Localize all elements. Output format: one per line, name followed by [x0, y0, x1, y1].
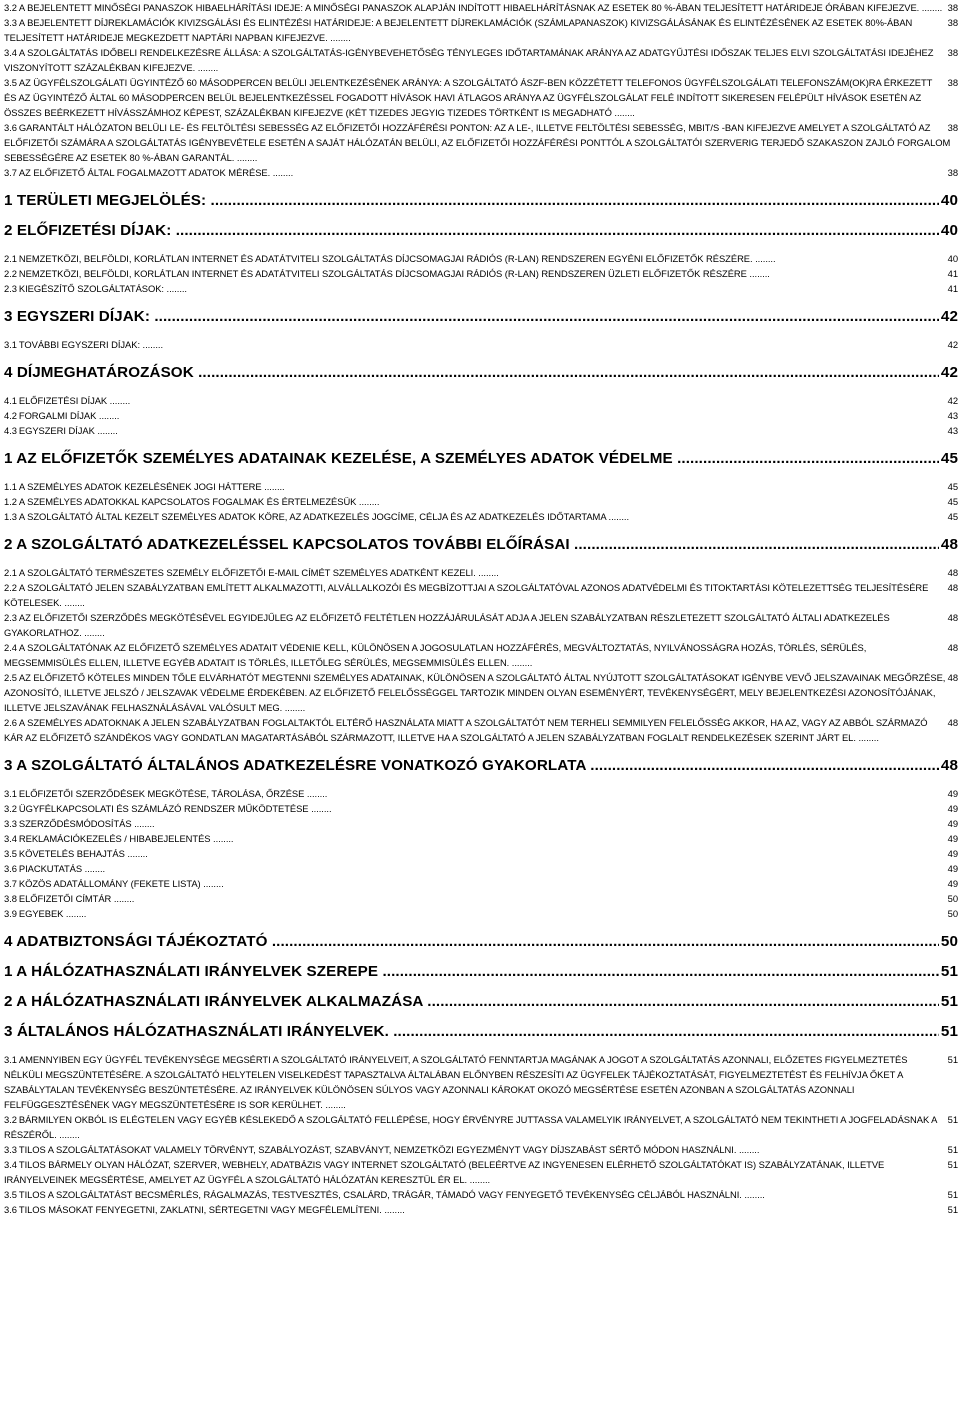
toc-heading-text: 1 TERÜLETI MEGJELÖLÉS: ..... — [4, 192, 939, 209]
toc-page-number: 51 — [940, 963, 958, 980]
toc-subentry[interactable]: 49 3.1 ELŐFIZETŐI SZERZŐDÉSEK MEGKÖTÉSE, TÁROLÁSA, ŐRZÉSE ........ — [4, 788, 958, 799]
toc-leader — [4, 535, 939, 554]
toc-subentry-text: AZ ÜGYFÉLSZOLGÁLATI ÜGYINTÉZŐ 60 MÁSODPERCEN BELÜLI JELENTKEZÉSÉNEK ARÁNYA: A SZOLGÁLTATÓ ÁSZF-BEN KÖZZÉTETT TELEFONOS ÜGYFÉLSZOLGÁLATI TELEFONSZÁM(OK)RA ÉRKEZETT ÉS AZ ÜGYINTÉZŐ ÁLTAL 60 MÁSODPERCEN BELÜL BEJELENTKEZÉSSEL FOGADOTT HÍVÁSOK HAVI ÁTLAGOS ARÁNYA AZ ÜGYFÉLSZOLGÁLAT FELÉ INDÍTOTT SIKERESEN FELÉPÜLT HÍVÁSOK ESETÉN AZ ÖSSZES BEÉRKEZETT HÍVÁSSZÁMHOZ KÉPEST, SZÁZALÉKBAN KIFEJEZVE (KÉT TIZEDES JEGYIG TIZEDES TÖRTKÉNT IS MEGADHATÓ — [4, 77, 933, 118]
toc-page-number: 45 — [947, 496, 958, 507]
toc-leader — [4, 221, 939, 240]
toc-section-number: 2.6 — [4, 717, 17, 728]
toc-section-number: 3.5 — [4, 848, 17, 859]
toc-subentry-text: ELŐFIZETÉSI DÍJAK — [18, 395, 108, 406]
toc-page-number: 50 — [947, 893, 958, 904]
toc-subentry-text: A BEJELENTETT MINŐSÉGI PANASZOK HIBAELHÁRÍTÁSI IDEJE: A MINŐSÉGI PANASZOK ALAPJÁN INDÍTOTT HIBAELHÁRÍTÁSNAK AZ ESETEK 80 %-ÁBAN TELJESÍTETT HATÁRIDEJE ÓRÁBAN KIFEJEZVE. — [18, 2, 920, 13]
toc-page-number: 42 — [947, 395, 958, 406]
toc-page-number: 43 — [947, 410, 958, 421]
toc-heading-text: 1 AZ ELŐFIZETŐK SZEMÉLYES ADATAINAK KEZELÉSE, A SZEMÉLYES ADATOK VÉDELME ..... — [4, 450, 939, 467]
toc-page-number: 48 — [947, 672, 958, 683]
toc-page-number: 38 — [947, 47, 958, 58]
toc-subentry[interactable]: 48 2.6 A SZEMÉLYES ADATOKNAK A JELEN SZABÁLYZATBAN FOGLALTAKTÓL ELTÉRŐ HASZNÁLATA MIATT A SZOLGÁLTATÓT NEM TERHELI SEMMILYEN FELELŐSSÉG AKKOR, HA AZ, VAGY AZ ABBÓL SZÁRMAZÓ KÁR AZ ELŐFIZETŐ SZÁNDÉKOS VAGY GONDATLAN MAGATARTÁSÁBÓL SZÁRMAZOTT, ILLETVE HA A SZOLGÁLTATÓ A JELEN SZABÁLYZATBAN FOGLALT RENDELKEZÉSEK SZERINT JÁRT EL. ........ — [4, 717, 958, 743]
toc-page-number: 51 — [940, 1023, 958, 1040]
toc-page-number: 49 — [947, 788, 958, 799]
toc-leader — [4, 992, 939, 1011]
toc-page-number: 41 — [947, 268, 958, 279]
toc-page-number: 51 — [947, 1189, 958, 1200]
toc-subentry[interactable]: 41 2.3 KIEGÉSZÍTŐ SZOLGÁLTATÁSOK: ........ — [4, 283, 958, 294]
toc-section-number: 3.6 — [4, 122, 17, 133]
toc-heading[interactable] — [4, 363, 958, 382]
toc-subentry-text: TILOS MÁSOKAT FENYEGETNI, ZAKLATNI, SÉRTEGETNI VAGY MEGFÉLEMLÍTENI. — [18, 1204, 382, 1215]
toc-heading[interactable] — [4, 221, 958, 240]
toc-page-number: 48 — [940, 757, 958, 774]
toc-page-number: 49 — [947, 863, 958, 874]
toc-page-number: 48 — [947, 612, 958, 623]
toc-heading[interactable] — [4, 992, 958, 1011]
toc-subentry-text: EGYEBEK — [18, 908, 64, 919]
toc-subentry-text: A SZOLGÁLTATÓ JELEN SZABÁLYZATBAN EMLÍTETT ALKALMAZOTTI, ALVÁLLALKOZÓI ÉS MEGBÍZOTTJAI A SZOLGÁLTATÓVAL AZONOS ADATVÉDELMI ÉS TITOKTARTÁSI KÖTELEZETTSÉG TELJESÍTÉSÉRE KÖTELESEK. — [4, 582, 929, 608]
toc-page-number: 48 — [947, 642, 958, 653]
toc-subentry[interactable]: 38 3.6 GARANTÁLT HÁLÓZATON BELÜLI LE- ÉS FELTÖLTÉSI SEBESSÉG AZ ELŐFIZETŐI HOZZÁFÉRÉSI PONTON: AZ A LE-, ILLETVE FELTÖLTÉSI SEBESSÉG, MBIT/S -BAN KIFEJEZVE AMELYET A SZOLGÁLTATÓ AZ ELŐFIZETŐI SZÁMÁRA A SZOLGÁLTATÁS IGÉNYBEVÉTELE ESETÉN A SAJÁT HÁLÓZATÁN BELÜLI, AZ ELŐFIZETŐI HOZZÁFÉRÉSI PONTTÓL A SZOLGÁLTATÓI SZERVERIG TERJEDŐ SZAKASZON ZAJLÓ FORGALOM SEBESSÉGÉRE AZ ESETEK 80 %-ÁBAN GARANTÁL. ........ — [4, 122, 958, 163]
toc-subentry-text: A SZEMÉLYES ADATOK KEZELÉSÉNEK JOGI HÁTTERE — [18, 481, 262, 492]
toc-subentry[interactable]: 50 3.8 ELŐFIZETŐI CÍMTÁR ........ — [4, 893, 958, 904]
toc-subentry[interactable]: 48 2.5 AZ ELŐFIZETŐ KÖTELES MINDEN TŐLE ELVÁRHATÓT MEGTENNI SZEMÉLYES ADATAINAK, KÜLÖNÖSEN A SZOLGÁLTATÓ ÁLTAL NYÚJTOTT SZOLGÁLTATÁSOKAT IGÉNYBE VEVŐ JELSZAVAINAK MEGŐRZÉSE, AZONOSÍTÓ, ILLETVE JELSZÓ / JELSZAVAK VÉDELME ÉRDEKÉBEN. AZ ELŐFIZETŐ FELELŐSSÉGGEL TARTOZIK MINDEN OLYAN ESEMÉNYÉRT, TEVÉKENYSÉGÉRT, MELY BEJELENTKEZÉSI AZONOSÍTÓJÁNAK, ILLETVE JELSZAVÁNAK FELHASZNÁLÁSÁVAL VALÓSULT MEG. ........ — [4, 672, 958, 713]
toc-section-number: 3.2 — [4, 803, 17, 814]
toc-subentry[interactable]: 49 3.3 SZERZŐDÉSMÓDOSÍTÁS ........ — [4, 818, 958, 829]
toc-section-number: 3.7 — [4, 878, 17, 889]
toc-page-number: 48 — [947, 717, 958, 728]
toc-page-number: 48 — [947, 582, 958, 593]
toc-subentry[interactable]: 51 3.5 TILOS A SZOLGÁLTATÁST BECSMÉRLÉS, RÁGALMAZÁS, TESTVESZTÉS, CSALÁRD, TRÁGÁR, TÁMADÓ VAGY FENYEGETŐ TEVÉKENYSÉG CÉLJÁBÓL HASZNÁLNI. ........ — [4, 1189, 958, 1200]
toc-leader — [4, 191, 939, 210]
toc-subentry-text: AZ ELŐFIZETŐ ÁLTAL FOGALMAZOTT ADATOK MÉRÉSE. — [18, 167, 271, 178]
toc-section-number: 3.3 — [4, 1144, 17, 1155]
toc-page-number: 45 — [940, 450, 958, 467]
toc-subentry[interactable]: 38 3.3 A BEJELENTETT DÍJREKLAMÁCIÓK KIVIZSGÁLÁSI ÉS ELINTÉZÉSI HATÁRIDEJE: A BEJELENTETT DÍJREKLAMÁCIÓK (SZÁMLAPANASZOK) KIVIZSGÁLÁSÁNAK ÉS ELINTÉZÉSÉNEK AZ ESETEK 80%-ÁBAN TELJESÍTETT HATÁRIDEJE MEGKEZDETT NAPTÁRI NAPBAN KIFEJEZVE. ........ — [4, 17, 958, 43]
toc-heading[interactable] — [4, 307, 958, 326]
toc-heading-text: 3 EGYSZERI DÍJAK: ..... — [4, 308, 939, 325]
toc-heading[interactable] — [4, 962, 958, 981]
toc-heading[interactable] — [4, 932, 958, 951]
toc-subentry-text: GARANTÁLT HÁLÓZATON BELÜLI LE- ÉS FELTÖLTÉSI SEBESSÉG AZ ELŐFIZETŐI HOZZÁFÉRÉSI PONTON: AZ A LE-, ILLETVE FELTÖLTÉSI SEBESSÉG, MBIT/S -BAN KIFEJEZVE AMELYET A SZOLGÁLTATÓ AZ ELŐFIZETŐI SZÁMÁRA A SZOLGÁLTATÁS IGÉNYBEVÉTELE ESETÉN A SAJÁT HÁLÓZATÁN BELÜLI, AZ ELŐFIZETŐI HOZZÁFÉRÉSI PONTTÓL A SZOLGÁLTATÓI SZERVERIG TERJEDŐ SZAKASZON ZAJLÓ FORGALOM SEBESSÉGÉRE AZ ESETEK 80 %-ÁBAN GARANTÁL. — [4, 122, 951, 163]
toc-subentry-text: AZ ELŐFIZETŐ KÖTELES MINDEN TŐLE ELVÁRHATÓT MEGTENNI SZEMÉLYES ADATAINAK, KÜLÖNÖSEN A SZOLGÁLTATÓ ÁLTAL NYÚJTOTT SZOLGÁLTATÁSOKAT IGÉNYBE VEVŐ JELSZAVAINAK MEGŐRZÉSE, AZONOSÍTÓ, ILLETVE JELSZÓ / JELSZAVAK VÉDELME ÉRDEKÉBEN. AZ ELŐFIZETŐ FELELŐSSÉGGEL TARTOZIK MINDEN OLYAN ESEMÉNYÉRT, TEVÉKENYSÉGÉRT, MELY BEJELENTKEZÉSI AZONOSÍTÓJÁNAK, ILLETVE JELSZAVÁNAK FELHASZNÁLÁSÁVAL VALÓSULT MEG. — [4, 672, 946, 713]
toc-subentry-text: SZERZŐDÉSMÓDOSÍTÁS — [18, 818, 132, 829]
toc-subentry-text: ÜGYFÉLKAPCSOLATI ÉS SZÁMLÁZÓ RENDSZER MŰKÖDTETÉSE — [18, 803, 309, 814]
toc-page-number: 50 — [940, 933, 958, 950]
toc-page-number: 43 — [947, 425, 958, 436]
toc-section-number: 3.6 — [4, 863, 17, 874]
toc-subentry-text: KIEGÉSZÍTŐ SZOLGÁLTATÁSOK: — [18, 283, 164, 294]
toc-subentry[interactable]: 43 4.2 FORGALMI DÍJAK ........ — [4, 410, 958, 421]
toc-subentry-text: TILOS A SZOLGÁLTATÁSOKAT VALAMELY TÖRVÉNYT, SZABÁLYOZÁST, SZABVÁNYT, NEMZETKÖZI EGYEZMÉNYT VAGY DÍJSZABÁST SÉRTŐ MÓDON HASZNÁLNI. — [18, 1144, 737, 1155]
toc-page-number: 48 — [940, 536, 958, 553]
toc-subentry[interactable]: 42 3.1 TOVÁBBI EGYSZERI DÍJAK: ........ — [4, 339, 958, 350]
toc-section-number: 4.1 — [4, 395, 17, 406]
toc-section-number: 2.2 — [4, 268, 17, 279]
toc-page-number: 38 — [947, 77, 958, 88]
toc-heading-text: 2 A HÁLÓZATHASZNÁLATI IRÁNYELVEK ALKALMAZÁSA ..... — [4, 993, 939, 1010]
toc-heading[interactable] — [4, 1022, 958, 1041]
toc-subentry-text: A SZEMÉLYES ADATOKNAK A JELEN SZABÁLYZATBAN FOGLALTAKTÓL ELTÉRŐ HASZNÁLATA MIATT A SZOLGÁLTATÓT NEM TERHELI SEMMILYEN FELELŐSSÉG AKKOR, HA AZ, VAGY AZ ABBÓL SZÁRMAZÓ KÁR AZ ELŐFIZETŐ SZÁNDÉKOS VAGY GONDATLAN MAGATARTÁSÁBÓL SZÁRMAZOTT, ILLETVE HA A SZOLGÁLTATÓ A JELEN SZABÁLYZATBAN FOGLALT RENDELKEZÉSEK SZERINT JÁRT EL. — [4, 717, 928, 743]
toc-leader — [4, 932, 939, 951]
toc-page-number: 51 — [947, 1054, 958, 1065]
toc-subentry[interactable]: 48 2.3 AZ ELŐFIZETŐI SZERZŐDÉS MEGKÖTÉSÉVEL EGYIDEJŰLEG AZ ELŐFIZETŐ FELTÉTLEN HOZZÁJÁRULÁSÁT ADJA A JELEN SZABÁLYZATBAN RÉSZLETEZETT SZOLGÁLTATÓ ÁLTALI ADATKEZELÉS GYAKORLATHOZ. ........ — [4, 612, 958, 638]
toc-heading-text: 3 A SZOLGÁLTATÓ ÁLTALÁNOS ADATKEZELÉSRE VONATKOZÓ GYAKORLATA ..... — [4, 757, 939, 774]
toc-section-number: 3.7 — [4, 167, 17, 178]
toc-subentry-text: REKLAMÁCIÓKEZELÉS / HIBABEJELENTÉS — [18, 833, 211, 844]
toc-page-number: 38 — [947, 2, 958, 13]
toc-page-number: 51 — [947, 1114, 958, 1125]
toc-section-number: 2.2 — [4, 582, 17, 593]
toc-subentry[interactable]: 51 3.2 BÁRMILYEN OKBÓL IS ELÉGTELEN VAGY EGYÉB KÉSLEKEDŐ A SZOLGÁLTATÓ FELLÉPÉSE, HOGY ÉRVÉNYRE JUTTASSA VALAMELYIK IRÁNYELVET, A SZOLGÁLTATÓ NEM TEKINTHETI A JOGFELADÁSNAK A RÉSZÉRŐL. ........ — [4, 1114, 958, 1140]
toc-subentry-text: A SZOLGÁLTATÓ ÁLTAL KEZELT SZEMÉLYES ADATOK KÖRE, AZ ADATKEZELÉS JOGCÍME, CÉLJA ÉS AZ ADATKEZELÉS IDŐTARTAMA — [18, 511, 606, 522]
toc-subentry[interactable]: 38 3.5 AZ ÜGYFÉLSZOLGÁLATI ÜGYINTÉZŐ 60 MÁSODPERCEN BELÜLI JELENTKEZÉSÉNEK ARÁNYA: A SZOLGÁLTATÓ ÁSZF-BEN KÖZZÉTETT TELEFONOS ÜGYFÉLSZOLGÁLATI TELEFONSZÁM(OK)RA ÉRKEZETT ÉS AZ ÜGYINTÉZŐ ÁLTAL 60 MÁSODPERCEN BELÜL BEJELENTKEZÉSSEL FOGADOTT HÍVÁSOK HAVI ÁTLAGOS ARÁNYA AZ ÜGYFÉLSZOLGÁLAT FELÉ INDÍTOTT SIKERESEN FELÉPÜLT HÍVÁSOK ESETÉN AZ ÖSSZES BEÉRKEZETT HÍVÁSSZÁMHOZ KÉPEST, SZÁZALÉKBAN KIFEJEZVE (KÉT TIZEDES JEGYIG TIZEDES TÖRTKÉNT IS MEGADHATÓ ........ — [4, 77, 958, 118]
toc-heading[interactable] — [4, 535, 958, 554]
toc-section-number: 3.6 — [4, 1204, 17, 1215]
toc-section-number: 3.4 — [4, 833, 17, 844]
toc-section-number: 3.1 — [4, 339, 17, 350]
toc-page-number: 38 — [947, 122, 958, 133]
toc-section-number: 2.3 — [4, 612, 17, 623]
toc-section-number: 3.5 — [4, 77, 17, 88]
toc-subentry-text: FORGALMI DÍJAK — [18, 410, 97, 421]
toc-subentry-text: A SZOLGÁLTATÓ TERMÉSZETES SZEMÉLY ELŐFIZETŐI E-MAIL CÍMÉT SZEMÉLYES ADATKÉNT KEZELI. — [18, 567, 476, 578]
toc-heading[interactable] — [4, 756, 958, 775]
toc-subentry-text: AMENNYIBEN EGY ÜGYFÉL TEVÉKENYSÉGE MEGSÉRTI A SZOLGÁLTATÓ IRÁNYELVEIT, A SZOLGÁLTATÓ FENNTARTJA MAGÁNAK A JOGOT A SZOLGÁLTATÁS AZONNALI, ELŐZETES FIGYELMEZTETÉS NÉLKÜLI MEGSZÜNTETÉSÉRE. A SZOLGÁLTATÓ HELYTELEN VISELKEDÉST TAPASZTALVA ÁLTALÁBAN ELŐNYBEN RÉSZESÍTI AZ ÜGYFELEK TÁJÉKOZTATÁSÁT, FIGYELMEZTETÉST ÉS FELHÍVJA ŐKET A SZABÁLYTALAN TEVÉKENYSÉG BESZÜNTETÉSÉRE. AZ IRÁNYELVEK KÜLÖNÖSEN SÚLYOS VAGY AZONNALI KÁROKAT OKOZÓ MEGSÉRTÉSE ESETÉN AZONBAN A SZOLGÁLTATÁS AZONNALI FELFÜGGESZTÉSÉNEK VAGY MEGSZÜNTETÉSÉRE IS SOR KERÜLHET. — [4, 1054, 908, 1110]
toc-leader — [4, 1022, 939, 1041]
toc-page-number: 40 — [940, 222, 958, 239]
toc-heading-text: 2 ELŐFIZETÉSI DÍJAK: ..... — [4, 222, 939, 239]
toc-page-number: 49 — [947, 833, 958, 844]
toc-subentry[interactable]: 45 1.2 A SZEMÉLYES ADATOKKAL KAPCSOLATOS FOGALMAK ÉS ÉRTELMEZÉSÜK ........ — [4, 496, 958, 507]
toc-page-number: 38 — [947, 17, 958, 28]
toc-section-number: 1.1 — [4, 481, 17, 492]
toc-subentry-text: NEMZETKÖZI, BELFÖLDI, KORLÁTLAN INTERNET ÉS ADATÁTVITELI SZOLGÁLTATÁS DÍJCSOMAGJAI RÁDIÓS (R-LAN) RENDSZEREN ÜZLETI ELŐFIZETŐK RÉSZÉRE — [18, 268, 747, 279]
toc-subentry[interactable]: 51 3.6 TILOS MÁSOKAT FENYEGETNI, ZAKLATNI, SÉRTEGETNI VAGY MEGFÉLEMLÍTENI. ........ — [4, 1204, 958, 1215]
toc-subentry-text: TILOS BÁRMELY OLYAN HÁLÓZAT, SZERVER, WEBHELY, ADATBÁZIS VAGY INTERNET SZOLGÁLTATÓ (BELEÉRTVE AZ INGYENESEN ELÉRHETŐ SZOLGÁLTATÓKAT IS) SZABÁLYZATÁNAK, ILLETVE IRÁNYELVEINEK MEGSÉRTÉSE, AMELYET AZ ÜGYFÉL A SZOLGÁLTATÓ HÁLÓZATÁN KERESZTÜL ÉR EL. — [4, 1159, 885, 1185]
toc-subentry[interactable]: 51 3.4 TILOS BÁRMELY OLYAN HÁLÓZAT, SZERVER, WEBHELY, ADATBÁZIS VAGY INTERNET SZOLGÁLTATÓ (BELEÉRTVE AZ INGYENESEN ELÉRHETŐ SZOLGÁLTATÓKAT IS) SZABÁLYZATÁNAK, ILLETVE IRÁNYELVEINEK MEGSÉRTÉSE, AMELYET AZ ÜGYFÉL A SZOLGÁLTATÓ HÁLÓZATÁN KERESZTÜL ÉR EL. ........ — [4, 1159, 958, 1185]
toc-page-number: 49 — [947, 818, 958, 829]
toc-subentry[interactable]: 40 2.1 NEMZETKÖZI, BELFÖLDI, KORLÁTLAN INTERNET ÉS ADATÁTVITELI SZOLGÁLTATÁS DÍJCSOMAGJAI RÁDIÓS (R-LAN) RENDSZEREN EGYÉNI ELŐFIZETŐK RÉSZÉRE. ........ — [4, 253, 958, 264]
toc-page-number: 40 — [947, 253, 958, 264]
toc-leader — [4, 449, 939, 468]
toc-subentry-text: BÁRMILYEN OKBÓL IS ELÉGTELEN VAGY EGYÉB KÉSLEKEDŐ A SZOLGÁLTATÓ FELLÉPÉSE, HOGY ÉRVÉNYRE JUTTASSA VALAMELYIK IRÁNYELVET, A SZOLGÁLTATÓ NEM TEKINTHETI A JOGFELADÁSNAK A RÉSZÉRŐL. — [4, 1114, 937, 1140]
toc-section-number: 2.3 — [4, 283, 17, 294]
toc-section-number: 2.1 — [4, 253, 17, 264]
toc-heading-text: 1 A HÁLÓZATHASZNÁLATI IRÁNYELVEK SZEREPE ..... — [4, 963, 939, 980]
toc-heading-text: 4 DÍJMEGHATÁROZÁSOK ..... — [4, 364, 939, 381]
toc-leader — [4, 756, 939, 775]
toc-heading-text: 3 ÁLTALÁNOS HÁLÓZATHASZNÁLATI IRÁNYELVEK. ..... — [4, 1023, 939, 1040]
toc-section-number: 3.4 — [4, 1159, 17, 1170]
toc-page-number: 41 — [947, 283, 958, 294]
toc-subentry[interactable]: 48 2.1 A SZOLGÁLTATÓ TERMÉSZETES SZEMÉLY ELŐFIZETŐI E-MAIL CÍMÉT SZEMÉLYES ADATKÉNT KEZELI. ........ — [4, 567, 958, 578]
toc-subentry-text: A SZOLGÁLTATÁS IDŐBELI RENDELKEZÉSRE ÁLLÁSA: A SZOLGÁLTATÁS-IGÉNYBEVEHETŐSÉG TÉNYLEGES IDŐTARTAMÁNAK ARÁNYA AZ ADATGYŰJTÉSI IDŐSZAK TELJES ELVI SZOLGÁLTATÁSI IDEJÉHEZ VISZONYÍTOTT SZÁZALÉKBAN KIFEJEZVE. — [4, 47, 934, 73]
toc-subentry[interactable]: 49 3.5 KÖVETELÉS BEHAJTÁS ........ — [4, 848, 958, 859]
toc-section-number: 4.3 — [4, 425, 17, 436]
toc-page-number: 42 — [947, 339, 958, 350]
toc-subentry[interactable]: 38 3.4 A SZOLGÁLTATÁS IDŐBELI RENDELKEZÉSRE ÁLLÁSA: A SZOLGÁLTATÁS-IGÉNYBEVEHETŐSÉG TÉNYLEGES IDŐTARTAMÁNAK ARÁNYA AZ ADATGYŰJTÉSI IDŐSZAK TELJES ELVI SZOLGÁLTATÁSI IDEJÉHEZ VISZONYÍTOTT SZÁZALÉKBAN KIFEJEZVE. ........ — [4, 47, 958, 73]
toc-leader — [4, 307, 939, 326]
toc-page-number: 49 — [947, 803, 958, 814]
toc-subentry[interactable]: 49 3.6 PIACKUTATÁS ........ — [4, 863, 958, 874]
toc-section-number: 3.1 — [4, 788, 17, 799]
toc-subentry-text: PIACKUTATÁS — [18, 863, 83, 874]
toc-subentry-text: A SZOLGÁLTATÓNAK AZ ELŐFIZETŐ SZEMÉLYES ADATAIT VÉDENIE KELL, KÜLÖNÖSEN A JOGOSULATLAN HOZZÁFÉRÉS, MEGVÁLTOZTATÁS, NYILVÁNOSSÁGRA HOZÁS, TÖRLÉS, SÉRÜLÉS, MEGSEMMISÜLÉS ELLEN, ILLETVE EGYÉB ADATAIT IS TÖRLÉS, ILLETŐLEG SÉRÜLÉS, MEGSEMMISÜLÉS ELLEN. — [4, 642, 867, 668]
toc-subentry[interactable]: 49 3.2 ÜGYFÉLKAPCSOLATI ÉS SZÁMLÁZÓ RENDSZER MŰKÖDTETÉSE ........ — [4, 803, 958, 814]
toc-subentry[interactable]: 49 3.7 KÖZÖS ADATÁLLOMÁNY (FEKETE LISTA) ........ — [4, 878, 958, 889]
toc-heading[interactable] — [4, 191, 958, 210]
toc-page-number: 45 — [947, 511, 958, 522]
toc-subentry[interactable]: 45 1.3 A SZOLGÁLTATÓ ÁLTAL KEZELT SZEMÉLYES ADATOK KÖRE, AZ ADATKEZELÉS JOGCÍME, CÉLJA ÉS AZ ADATKEZELÉS IDŐTARTAMA ........ — [4, 511, 958, 522]
toc-subentry[interactable]: 38 3.7 AZ ELŐFIZETŐ ÁLTAL FOGALMAZOTT ADATOK MÉRÉSE. ........ — [4, 167, 958, 178]
toc-subentry-text: A SZEMÉLYES ADATOKKAL KAPCSOLATOS FOGALMAK ÉS ÉRTELMEZÉSÜK — [18, 496, 357, 507]
toc-subentry-text: KÖVETELÉS BEHAJTÁS — [18, 848, 125, 859]
toc-section-number: 4.2 — [4, 410, 17, 421]
toc-page-number: 42 — [940, 308, 958, 325]
toc-subentry-text: TILOS A SZOLGÁLTATÁST BECSMÉRLÉS, RÁGALMAZÁS, TESTVESZTÉS, CSALÁRD, TRÁGÁR, TÁMADÓ VAGY FENYEGETŐ TEVÉKENYSÉG CÉLJÁBÓL HASZNÁLNI. — [18, 1189, 742, 1200]
toc-page-number: 49 — [947, 878, 958, 889]
toc-subentry[interactable]: 45 1.1 A SZEMÉLYES ADATOK KEZELÉSÉNEK JOGI HÁTTERE ........ — [4, 481, 958, 492]
toc-leader — [4, 363, 939, 382]
toc-heading-text: 4 ADATBIZTONSÁGI TÁJÉKOZTATÓ ..... — [4, 933, 939, 950]
toc-section-number: 3.9 — [4, 908, 17, 919]
toc-page-number: 50 — [947, 908, 958, 919]
toc-heading[interactable] — [4, 449, 958, 468]
toc-heading-text: 2 A SZOLGÁLTATÓ ADATKEZELÉSSEL KAPCSOLATOS TOVÁBBI ELŐÍRÁSAI ..... — [4, 536, 939, 553]
toc-page-number: 40 — [940, 192, 958, 209]
toc-page-number: 49 — [947, 848, 958, 859]
toc-page-number: 45 — [947, 481, 958, 492]
toc-subentry-text: EGYSZERI DÍJAK — [18, 425, 95, 436]
toc-subentry-text: TOVÁBBI EGYSZERI DÍJAK: — [18, 339, 140, 350]
toc-section-number: 3.8 — [4, 893, 17, 904]
toc-subentry[interactable]: 38 3.2 A BEJELENTETT MINŐSÉGI PANASZOK HIBAELHÁRÍTÁSI IDEJE: A MINŐSÉGI PANASZOK ALAPJÁN INDÍTOTT HIBAELHÁRÍTÁSNAK AZ ESETEK 80 %-ÁBAN TELJESÍTETT HATÁRIDEJE ÓRÁBAN KIFEJEZVE. ........ — [4, 2, 958, 13]
toc-section-number: 3.4 — [4, 47, 17, 58]
toc-page-number: 38 — [947, 167, 958, 178]
toc-section-number: 3.3 — [4, 17, 17, 28]
toc-page-number: 51 — [947, 1204, 958, 1215]
toc-subentry[interactable]: 42 4.1 ELŐFIZETÉSI DÍJAK ........ — [4, 395, 958, 406]
toc-section-number: 2.4 — [4, 642, 17, 653]
toc-section-number: 3.3 — [4, 818, 17, 829]
toc-leader — [4, 962, 939, 981]
toc-subentry[interactable]: 41 2.2 NEMZETKÖZI, BELFÖLDI, KORLÁTLAN INTERNET ÉS ADATÁTVITELI SZOLGÁLTATÁS DÍJCSOMAGJAI RÁDIÓS (R-LAN) RENDSZEREN ÜZLETI ELŐFIZETŐK RÉSZÉRE ........ — [4, 268, 958, 279]
toc-section-number: 1.2 — [4, 496, 17, 507]
toc-section-number: 3.1 — [4, 1054, 17, 1065]
toc-subentry[interactable]: 49 3.4 REKLAMÁCIÓKEZELÉS / HIBABEJELENTÉS ........ — [4, 833, 958, 844]
toc-subentry-text: ELŐFIZETŐI CÍMTÁR — [18, 893, 112, 904]
toc-page-number: 51 — [947, 1144, 958, 1155]
toc-subentry[interactable]: 50 3.9 EGYEBEK ........ — [4, 908, 958, 919]
toc-section-number: 2.1 — [4, 567, 17, 578]
toc-subentry[interactable]: 51 3.1 AMENNYIBEN EGY ÜGYFÉL TEVÉKENYSÉGE MEGSÉRTI A SZOLGÁLTATÓ IRÁNYELVEIT, A SZOLGÁLTATÓ FENNTARTJA MAGÁNAK A JOGOT A SZOLGÁLTATÁS AZONNALI, ELŐZETES FIGYELMEZTETÉS NÉLKÜLI MEGSZÜNTETÉSÉRE. A SZOLGÁLTATÓ HELYTELEN VISELKEDÉST TAPASZTALVA ÁLTALÁBAN ELŐNYBEN RÉSZESÍTI AZ ÜGYFELEK TÁJÉKOZTATÁSÁT, FIGYELMEZTETÉST ÉS FELHÍVJA ŐKET A SZABÁLYTALAN TEVÉKENYSÉG BESZÜNTETÉSÉRE. AZ IRÁNYELVEK KÜLÖNÖSEN SÚLYOS VAGY AZONNALI KÁROKAT OKOZÓ MEGSÉRTÉSE ESETÉN AZONBAN A SZOLGÁLTATÁS AZONNALI FELFÜGGESZTÉSÉNEK VAGY MEGSZÜNTETÉSÉRE IS SOR KERÜLHET. ........ — [4, 1054, 958, 1110]
toc-subentry[interactable]: 51 3.3 TILOS A SZOLGÁLTATÁSOKAT VALAMELY TÖRVÉNYT, SZABÁLYOZÁST, SZABVÁNYT, NEMZETKÖZI EGYEZMÉNYT VAGY DÍJSZABÁST SÉRTŐ MÓDON HASZNÁLNI. ........ — [4, 1144, 958, 1155]
toc-subentry-text: KÖZÖS ADATÁLLOMÁNY (FEKETE LISTA) — [18, 878, 201, 889]
toc-subentry-text: AZ ELŐFIZETŐI SZERZŐDÉS MEGKÖTÉSÉVEL EGYIDEJŰLEG AZ ELŐFIZETŐ FELTÉTLEN HOZZÁJÁRULÁSÁT ADJA A JELEN SZABÁLYZATBAN RÉSZLETEZETT SZOLGÁLTATÓ ÁLTALI ADATKEZELÉS GYAKORLATHOZ. — [4, 612, 890, 638]
toc-section-number: 3.2 — [4, 2, 17, 13]
toc-subentry-text: A BEJELENTETT DÍJREKLAMÁCIÓK KIVIZSGÁLÁSI ÉS ELINTÉZÉSI HATÁRIDEJE: A BEJELENTETT DÍJREKLAMÁCIÓK (SZÁMLAPANASZOK) KIVIZSGÁLÁSÁNAK ÉS ELINTÉZÉSÉNEK AZ ESETEK 80%-ÁBAN TELJESÍTETT HATÁRIDEJE MEGKEZDETT NAPTÁRI NAPBAN KIFEJEZVE. — [4, 17, 913, 43]
toc-subentry[interactable]: 48 2.2 A SZOLGÁLTATÓ JELEN SZABÁLYZATBAN EMLÍTETT ALKALMAZOTTI, ALVÁLLALKOZÓI ÉS MEGBÍZOTTJAI A SZOLGÁLTATÓVAL AZONOS ADATVÉDELMI ÉS TITOKTARTÁSI KÖTELEZETTSÉG TELJESÍTÉSÉRE KÖTELESEK. ........ — [4, 582, 958, 608]
toc-page-number: 51 — [947, 1159, 958, 1170]
toc-section-number: 2.5 — [4, 672, 17, 683]
toc-subentry[interactable]: 43 4.3 EGYSZERI DÍJAK ........ — [4, 425, 958, 436]
toc-subentry-text: ELŐFIZETŐI SZERZŐDÉSEK MEGKÖTÉSE, TÁROLÁSA, ŐRZÉSE — [18, 788, 305, 799]
toc-subentry[interactable]: 48 2.4 A SZOLGÁLTATÓNAK AZ ELŐFIZETŐ SZEMÉLYES ADATAIT VÉDENIE KELL, KÜLÖNÖSEN A JOGOSULATLAN HOZZÁFÉRÉS, MEGVÁLTOZTATÁS, NYILVÁNOSSÁGRA HOZÁS, TÖRLÉS, SÉRÜLÉS, MEGSEMMISÜLÉS ELLEN, ILLETVE EGYÉB ADATAIT IS TÖRLÉS, ILLETŐLEG SÉRÜLÉS, MEGSEMMISÜLÉS ELLEN. ........ — [4, 642, 958, 668]
toc-section-number: 1.3 — [4, 511, 17, 522]
toc-subentry-text: NEMZETKÖZI, BELFÖLDI, KORLÁTLAN INTERNET ÉS ADATÁTVITELI SZOLGÁLTATÁS DÍJCSOMAGJAI RÁDIÓS (R-LAN) RENDSZEREN EGYÉNI ELŐFIZETŐK RÉSZÉRE. — [18, 253, 753, 264]
toc-page-number: 42 — [940, 364, 958, 381]
toc-section-number: 3.5 — [4, 1189, 17, 1200]
toc-page-number: 48 — [947, 567, 958, 578]
toc-section-number: 3.2 — [4, 1114, 17, 1125]
toc-page-number: 51 — [940, 993, 958, 1010]
